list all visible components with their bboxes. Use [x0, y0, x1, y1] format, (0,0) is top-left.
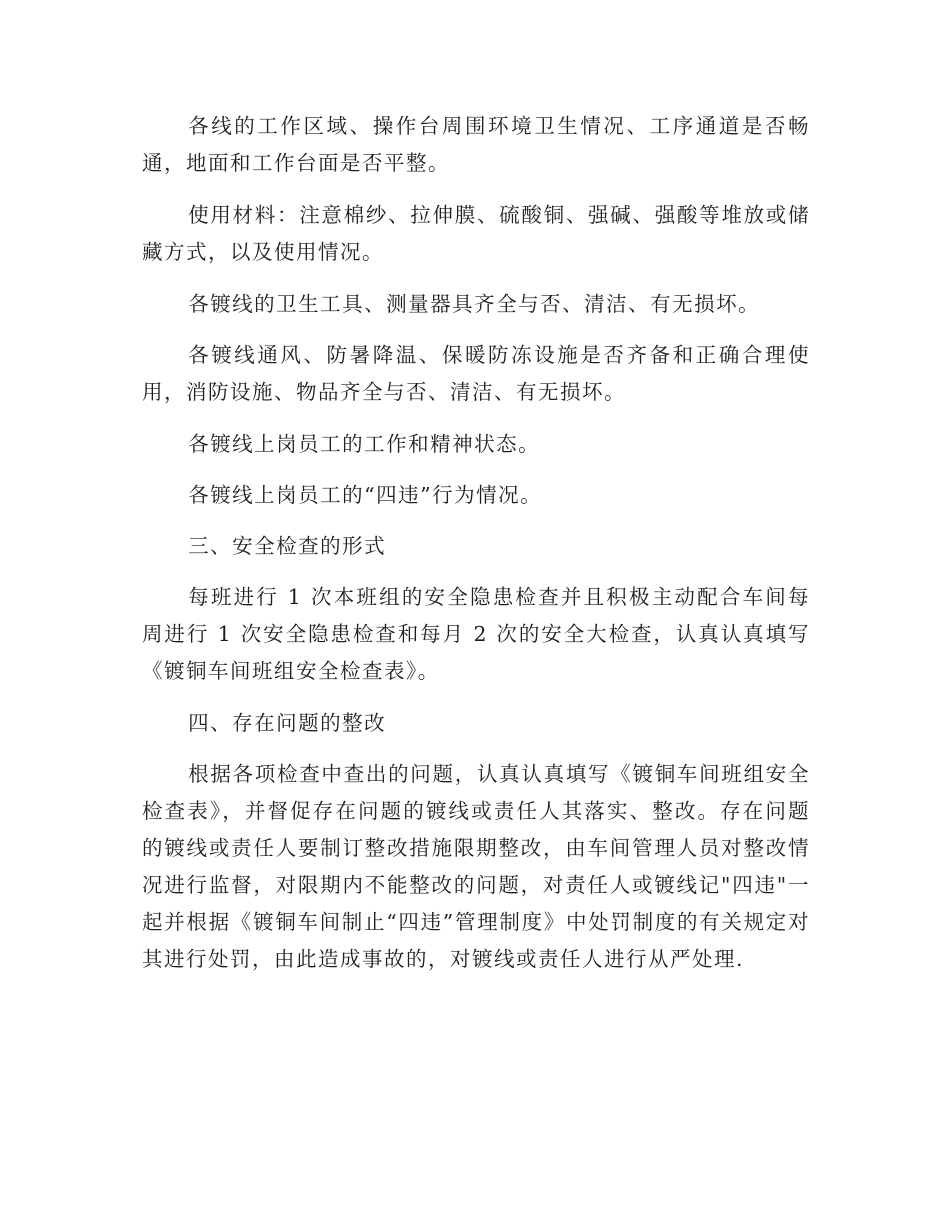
- paragraph-inspection-schedule: 每班进行 1 次本班组的安全隐患检查并且积极主动配合车间每周进行 1 次安全隐患检查和每月 2 次的安全大检查，认真认真填写《镀铜车间班组安全检查表》。: [142, 585, 810, 683]
- section-heading-inspection-form: 三、安全检查的形式: [188, 534, 387, 558]
- paragraph-rectification: 根据各项检查中查出的问题，认真认真填写《镀铜车间班组安全检查表》，并督促存在问题的镀线或责任人其落实、整改。存在问题的镀线或责任人要制订整改措施限期整改，由车间管理人员对整改情况进行监督，对限期内不能整改的问题，对责任人或镀线记"四违"一起并根据《镀铜车间制止“四违”管理制度》中处罚制度的有关规定对其进行处罚，由此造成事故的，对镀线或责任人进行从严处理.: [142, 762, 810, 971]
- paragraph-violations: 各镀线上岗员工的“四违”行为情况。: [188, 483, 543, 507]
- paragraph-work-area: 各线的工作区域、操作台周围环境卫生情况、工序通道是否畅通，地面和工作台面是否平整。: [142, 114, 810, 175]
- section-heading-rectification: 四、存在问题的整改: [188, 711, 387, 735]
- paragraph-staff-state: 各镀线上岗员工的工作和精神状态。: [188, 432, 541, 456]
- document-body: [142, 108, 810, 993]
- paragraph-ventilation: 各镀线通风、防暑降温、保暖防冻设施是否齐备和正确合理使用，消防设施、物品齐全与否、清洁、有无损坏。: [142, 343, 810, 404]
- paragraph-materials: 使用材料：注意棉纱、拉伸膜、硫酸铜、强碱、强酸等堆放或储藏方式，以及使用情况。: [142, 203, 810, 264]
- paragraph-tools: 各镀线的卫生工具、测量器具齐全与否、清洁、有无损坏。: [188, 292, 761, 316]
